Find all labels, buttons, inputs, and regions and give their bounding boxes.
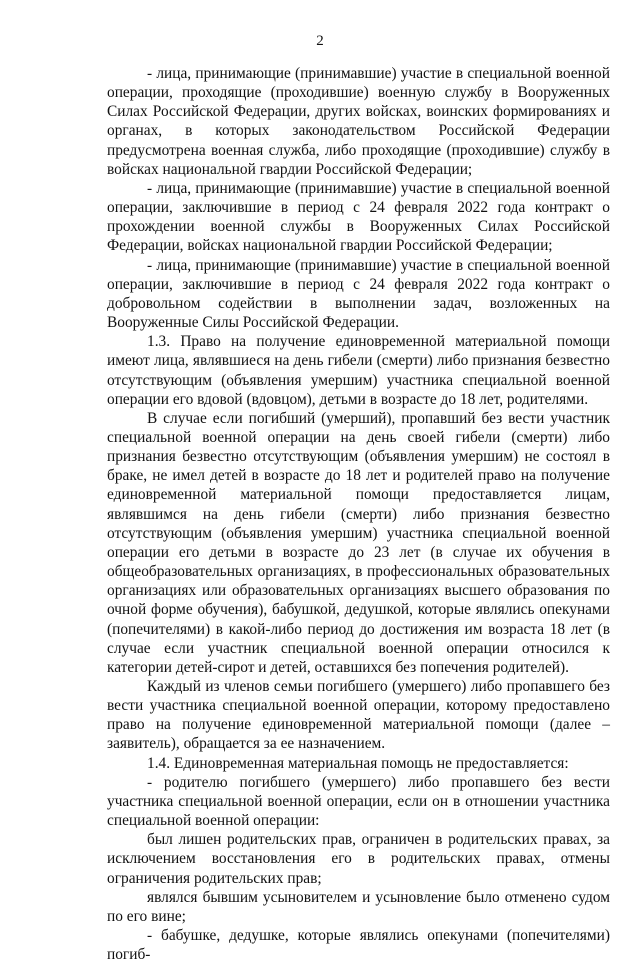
document-body xyxy=(107,64,610,964)
paragraph-section-1-4: 1.4. Единовременная материальная помощь не предоставляется: xyxy=(147,754,569,772)
paragraph-deprived-rights: был лишен родительских прав, ограничен в родительских правах, за исключением восстановления его в родительских правах, отмены ограничения родительских прав; xyxy=(107,831,610,887)
paragraph-section-1-3: 1.3. Право на получение единовременной материальной помощи имеют лица, являвшиеся на день гибели (смерти) либо признания безвестно отсутствующим (объявления умершим) участника специальной военной операции его вдовой (вдовцом), детьми в возрасте до 18 лет, родителями. xyxy=(107,333,610,408)
paragraph-family-members: Каждый из членов семьи погибшего (умершего) либо пропавшего без вести участника специальной военной операции, которому предоставлено право на получение единовременной материальной помощи (далее – заявитель), обращается за ее назначением. xyxy=(107,678,610,753)
paragraph-former-adopter: являлся бывшим усыновителем и усыновление было отменено судом по его вине; xyxy=(107,888,610,925)
paragraph-servicemen: - лица, принимающие (принимавшие) участие в специальной военной операции, проходящие (проходившие) военную службу в Вооруженных Силах Российской Федерации, других войсках, воинских формированиях и органах, в которых законодательством Российской Федерации предусмотрена военная служба, либо проходящие (проходившие) службу в войсках национальной гвардии Российской Федерации; xyxy=(107,65,610,178)
paragraph-contract-volunteer: - лица, принимающие (принимавшие) участие в специальной военной операции, заключившие в период с 24 февраля 2022 года контракт о добровольном содействии в выполнении задач, возложенных на Вооруженные Силы Российской Федерации. xyxy=(107,256,610,332)
paragraph-unmarried-case: В случае если погибший (умерший), пропавший без вести участник специальной военной операции на день своей гибели (смерти) либо признания безвестно отсутствующим (объявления умершим) не состоял в браке, не имел детей в возрасте до 18 лет и родителей право на получение единовременной материальной помощи предоставляется лицам, являвшимся на день гибели (смерти) либо признания безвестно отсутствующим (объявления умершим) участника специальной военной операции его детьми в возрасте до 23 лет (в случае их обучения в общеобразовательных организациях, в профессиональных образовательных организациях или образовательных организациях высшего образования по очной форме обучения), бабушкой, дедушкой, которые являлись опекунами (попечителями) в какой-либо период до достижения им возраста 18 лет (в случае если участник специальной военной операции относился к категории детей-сирот и детей, оставшихся без попечения родителей). xyxy=(107,409,610,676)
paragraph-parent-exclusion: - родителю погибшего (умершего) либо пропавшего без вести участника специальной военной операции, если он в отношении участника специальной военной операции: xyxy=(107,773,610,830)
paragraph-grandparents: - бабушке, дедушке, которые являлись опекунами (попечителями) погиб- xyxy=(107,927,610,964)
paragraph-contract-service: - лица, принимающие (принимавшие) участие в специальной военной операции, заключившие в период с 24 февраля 2022 года контракт о прохождении военной службы в Вооруженных Силах Российской Федерации, войсках национальной гвардии Российской Федерации; xyxy=(107,179,610,255)
page-number: 2 xyxy=(316,33,324,49)
